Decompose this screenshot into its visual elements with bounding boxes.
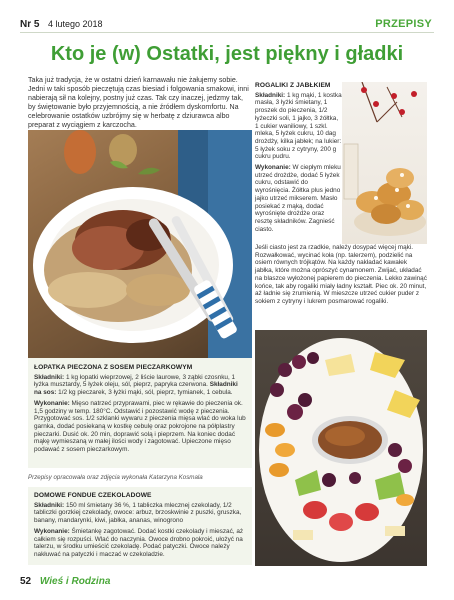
rogaliki-ingredients-text: 1 kg mąki, 1 kostka masła, 3 łyżki śmietany, 1 proszek do pieczenia, 1/2 łyżeczki soli, 1 jajko, 3 żółtka, 1 cukier waniliowy, 1 szkl. mleka, 5 łyżek cukru, 10 dag drożdży, kilka jabłek; na lukier: 5 łyżek soku z cytryny, 200 g cukru pudru. xyxy=(255,91,342,161)
fondue-method-text: Śmietankę zagotować. Dodać kostki czekolady i mieszać, aż całkiem się rozpuści. Wlać do naczynia. Owoce drobno pokroić, ułożyć na talerzu, w środku umieścić czekoladę. Podać patyczki. Owoce należy nakłuwać na patyczki i maczać w czekoladzie. xyxy=(34,527,244,558)
rogaliki-illustration xyxy=(342,82,427,244)
article-intro: Taka już tradycja, że w ostatni dzień karnawału nie żałujemy sobie. Jedni w taki sposób pieczętują czas biesiad i folgowania smakowi, inni nabierają sił na kolejny, postny już czas. Tak czy inaczej, jedzmy tak, by świętowanie było przyjemnością, a nie źródłem dyskomfortu. Na celebrowanie ostatków uzbrójmy się w herbatę z dziurawca albo preparat z wyciągiem z karczocha. xyxy=(28,76,249,129)
magazine-name: Wieś i Rodzina xyxy=(39,576,111,587)
fondue-photo xyxy=(255,330,427,566)
rogaliki-title: ROGALIKI Z JABŁKIEM xyxy=(255,82,331,89)
fondue-method-label: Wykonanie: xyxy=(34,527,70,535)
fondue-method xyxy=(34,528,246,559)
pork-ingredients-label: Składniki: xyxy=(34,373,65,381)
rogaliki-method-start xyxy=(255,164,342,233)
rogaliki-ingredients xyxy=(255,92,342,161)
issue-info xyxy=(20,19,103,30)
rogaliki-ingredients-label: Składniki: xyxy=(255,91,286,99)
fondue-recipe xyxy=(28,487,252,565)
pork-sauce-label: Składniki na sos: xyxy=(34,381,238,397)
fondue-ingredients xyxy=(34,502,246,525)
header-divider xyxy=(20,32,434,33)
pork-recipe xyxy=(28,358,252,468)
pork-roast-illustration xyxy=(28,130,252,358)
pork-sauce-text: 1/2 kg pieczarek, 3 łyżki mąki, sól, pieprz, tymianek, 1 cebula. xyxy=(58,389,233,397)
pork-method-label: Wykonanie: xyxy=(34,399,70,407)
pork-method xyxy=(34,400,246,454)
page-footer xyxy=(20,576,110,587)
issue-date: 4 lutego 2018 xyxy=(47,19,103,29)
rogaliki-method-narrow-text: W ciepłym mleku utrzeć drożdże, dodać 5 łyżek cukru, odstawić do wyrośnięcia. Żółtka plus jedno jajko utrzeć mikserem. Masło posiekać z mąką, dodać wyrośnięte drożdże oraz resztę składników. Zagnieść ciasto. xyxy=(255,164,341,233)
rogaliki-method-continued: Jeśli ciasto jest za rzadkie, należy dosypać więcej mąki. Rozwałkować, wycinać koła (np. talerzem), podzielić na osiem równych trójkątów. Na każdy nakładać kawałek jabłka, które można oprószyć cynamonem. Zwijać, układać na blaszce wyłożonej papierem do pieczenia. Lekko zawinąć końce, tak aby rogaliki miały ładny kształt. Piec ok. 20 minut, aż ładnie się zrumienią. W mieszcze utrzeć cukier puder z sokiem z cytryny i lukrem posmarować rogaliki. xyxy=(255,244,427,305)
photo-credit: Przepisy opracowała oraz zdjęcia wykonała Katarzyna Kosmala xyxy=(28,474,203,481)
pork-ingredients xyxy=(34,374,246,397)
article-title: Kto je (w) Ostatki, jest piękny i gładki xyxy=(50,43,404,65)
rogaliki-method-label: Wykonanie: xyxy=(255,164,291,172)
fondue-illustration xyxy=(255,330,427,566)
pork-title: ŁOPATKA PIECZONA Z SOSEM PIECZARKOWYM xyxy=(34,364,193,371)
pork-roast-photo xyxy=(28,130,252,358)
pork-method-text: Mięso natrzeć przyprawami, piec w rękawie do pieczenia ok. 1,5 godziny w temp. 180°C. Odstawić i pozostawić wodę z pieczenia. Przygotować sos. 1/2 szklanki wywaru z pieczenia mięsa wlać do woka lub garnka, dodać posiekaną w kostkę cebulę oraz pokrojone na półplastry pieczarki. Dusić ok. 20 min, doprawić solą i pieprzem. Na koniec dodać mąkę wymieszaną w małej ilości wody i zagotować. Upieczone mięso podawać z sosem pieczarkowym. xyxy=(34,399,246,454)
fondue-ingredients-label: Składniki: xyxy=(34,501,65,509)
fondue-ingredients-text: 150 ml śmietany 36 %, 1 tabliczka mlecznej czekolady, 1/2 tabliczki gorzkiej czekolady, owoce: arbuz, brzoskwinie z puszki, gruszka, banany, mandarynki, kiwi, jabłka, ananas, winogrono xyxy=(34,501,242,525)
page-header xyxy=(0,0,454,34)
pork-ingredients-text: 1 kg łopatki wieprzowej, 2 liście laurowe, 3 ząbki czosnku, 1 łyżka musztardy, 5 łyżek oleju, sól, pieprz, papryka czerwona. xyxy=(34,373,236,389)
fondue-title: DOMOWE FONDUE CZEKOLADOWE xyxy=(34,492,152,499)
rogaliki-photo xyxy=(342,82,427,244)
page-number: 52 xyxy=(20,576,32,587)
rogaliki-recipe xyxy=(255,82,342,244)
section-label: PRZEPISY xyxy=(375,18,432,30)
issue-number: Nr 5 xyxy=(20,19,40,30)
